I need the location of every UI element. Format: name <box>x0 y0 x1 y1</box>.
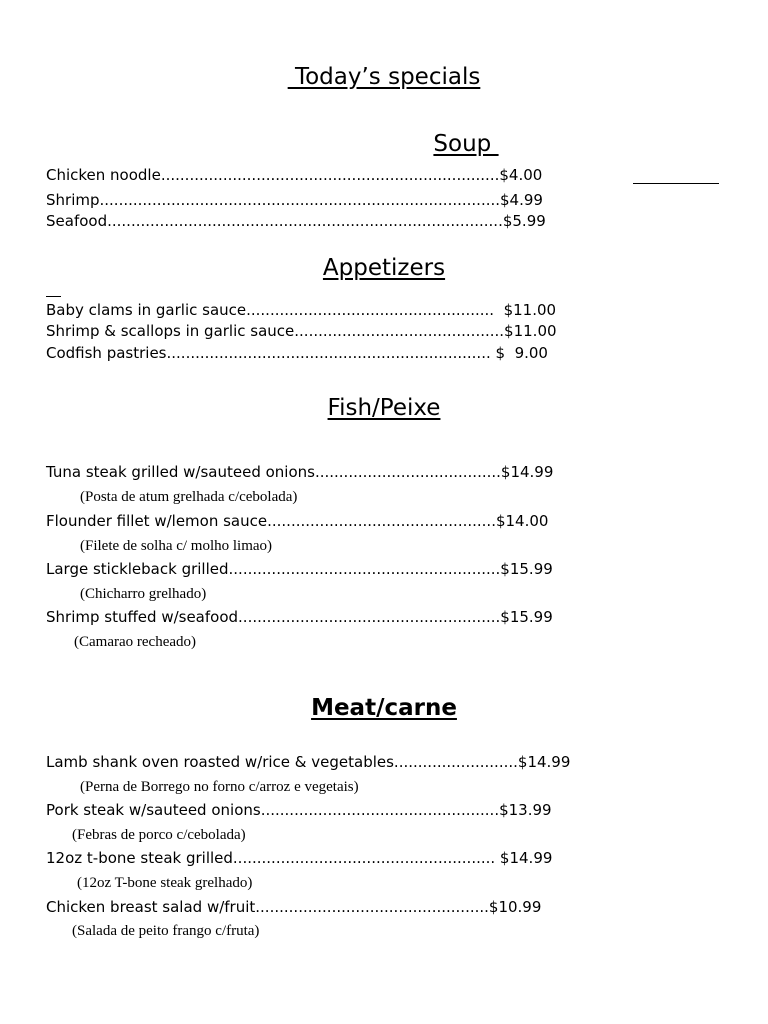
menu-item-tuna-steak: Tuna steak grilled w/sauteed onions.......................................$14.99 <box>46 463 554 481</box>
menu-item-translation: (Perna de Borrego no forno c/arroz e vegetais) <box>80 779 359 795</box>
menu-item-t-bone-steak: 12oz t-bone steak grilled....................................................... $14.99 <box>46 849 553 867</box>
menu-item-translation: (Filete de solha c/ molho limao) <box>80 538 273 554</box>
menu-item-translation: (12oz T-bone steak grelhado) <box>77 875 253 891</box>
menu-item-stickleback: Large stickleback grilled.........................................................$15.99 <box>46 560 553 578</box>
menu-item-pork-steak: Pork steak w/sauteed onions..................................................$13.99 <box>46 801 552 819</box>
menu-item-flounder-fillet: Flounder fillet w/lemon sauce................................................$14.00 <box>46 512 549 530</box>
menu-item-baby-clams: Baby clams in garlic sauce.................................................... $11.00 <box>46 301 557 319</box>
menu-item-shrimp-scallops: Shrimp & scallops in garlic sauce............................................$11.00 <box>46 322 557 340</box>
short-rule <box>46 296 61 297</box>
page-title: Today’s specials <box>287 64 481 90</box>
menu-item-translation: (Camarao recheado) <box>74 634 197 650</box>
menu-item-chicken-breast-salad: Chicken breast salad w/fruit.................................................$10.99 <box>46 898 542 916</box>
menu-item-codfish-pastries: Codfish pastries.................................................................... $ 9.00 <box>46 344 548 362</box>
menu-item-translation: (Posta de atum grelhada c/cebolada) <box>80 489 298 505</box>
menu-item-shrimp-stuffed: Shrimp stuffed w/seafood.......................................................$15.99 <box>46 608 553 626</box>
section-heading-meat: Meat/carne <box>311 695 457 721</box>
menu-item-shrimp-soup: Shrimp....................................................................................$4.99 <box>46 191 543 209</box>
menu-item-seafood-soup: Seafood...................................................................................$5.99 <box>46 212 546 230</box>
section-heading-soup: Soup <box>433 131 499 157</box>
menu-item-chicken-noodle: Chicken noodle.......................................................................$4.00 <box>46 166 543 184</box>
menu-item-translation: (Febras de porco c/cebolada) <box>72 827 246 843</box>
section-heading-appetizers: Appetizers <box>322 255 446 281</box>
section-heading-fish: Fish/Peixe <box>327 395 441 421</box>
underline-rule <box>633 183 719 184</box>
menu-item-translation: (Chicharro grelhado) <box>80 586 207 602</box>
menu-item-lamb-shank: Lamb shank oven roasted w/rice & vegetables..........................$14.99 <box>46 753 571 771</box>
menu-item-translation: (Salada de peito frango c/fruta) <box>72 923 260 939</box>
